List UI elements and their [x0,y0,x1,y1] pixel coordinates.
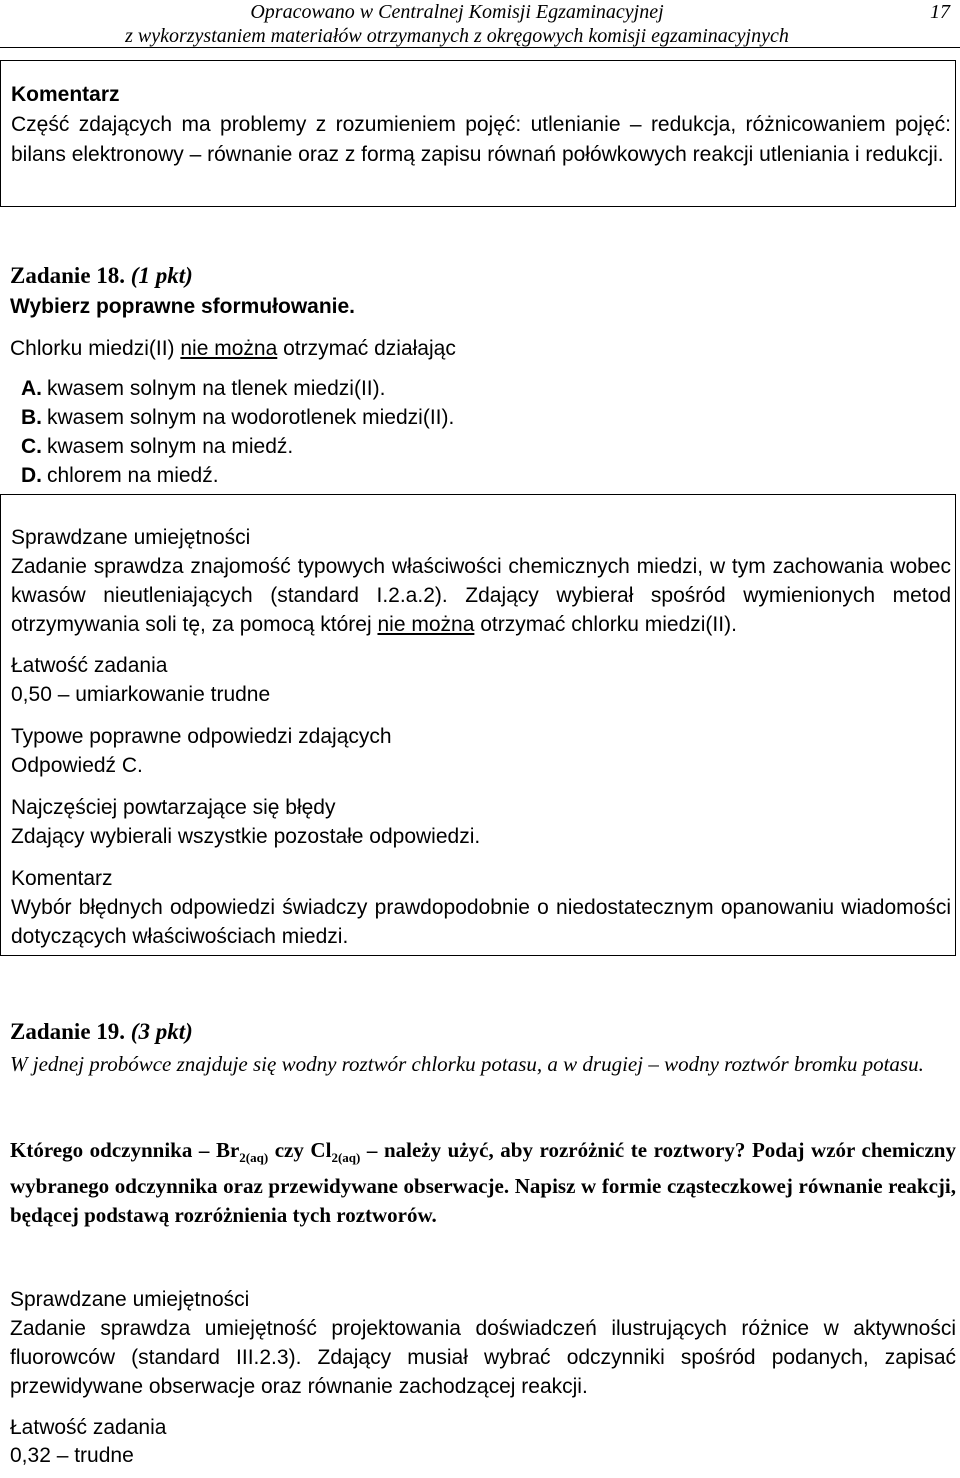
task19-skills-text: Zadanie sprawdza umiejętność projektowania doświadczeń ilustrujących różnice w aktywności fluorowców (standard III.2.3). Zdający musiał wybrać odczynniki spośród podanych, zapisać przewidywane obserwacje oraz równanie zachodzącej reakcji. [10,1317,956,1398]
page-header [0,0,960,48]
option-text: kwasem solnym na miedź. [47,435,294,458]
task19-question-part: – należy użyć, aby rozróżnić te roztwory? Podaj wzór chemiczny wybranego odczynnika oraz przewidywane obserwacje. Napisz w formie cząsteczkowej równanie reakcji, będącej podstawą rozróżnienia tych roztworów. [10,1138,956,1228]
option-text: kwasem solnym na tlenek miedzi(II). [47,377,386,400]
task18-stem-underlined: nie można [180,337,278,360]
answers-heading: Typowe poprawne odpowiedzi zdających [11,725,392,748]
task18-option-b [21,405,455,431]
task18-stem [10,336,956,362]
task19-title: Zadanie 19. [10,1019,126,1044]
skills-text-part: otrzymać chlorku miedzi(II). [474,613,737,636]
box-comment-heading: Komentarz [11,867,113,890]
task19-question-part: Którego odczynnika – Br [10,1138,240,1162]
task19-difficulty-text: 0,32 – trudne [10,1444,134,1467]
difficulty-heading: Łatwość zadania [11,654,168,677]
answers-text: Odpowiedź C. [11,754,143,777]
task19-question-part: czy Cl [268,1138,332,1162]
task18-option-d [21,463,219,489]
option-text: kwasem solnym na wodorotlenek miedzi(II). [47,406,455,429]
comment-text: Część zdających ma problemy z rozumieniem pojęć: utlenianie – redukcja, różnicowaniem pojęć: bilans elektronowy – równanie oraz z formą zapisu równań połówkowych reakcji utleniania i redukcji. [11,113,951,166]
task19-difficulty-heading: Łatwość zadania [10,1416,167,1439]
box-comment-text: Wybór błędnych odpowiedzi świadczy prawdopodobnie o niedostatecznym opanowaniu wiadomości dotyczących właściwościach miedzi. [11,896,951,948]
errors-text: Zdający wybierali wszystkie pozostałe odpowiedzi. [11,825,481,848]
task18-option-a [21,376,386,402]
option-text: chlorem na miedź. [47,464,219,487]
task19-question [10,1136,956,1230]
option-letter: D. [21,464,42,487]
header-line-2: z wykorzystaniem materiałów otrzymanych z okręgowych komisji egzaminacyjnych [125,25,789,47]
comment-heading: Komentarz [11,83,120,106]
page-number: 17 [930,1,950,23]
difficulty-text: 0,50 – umiarkowanie trudne [11,683,271,706]
task18-stem-part: Chlorku miedzi(II) [10,337,181,360]
task19-points: (3 pkt) [130,1019,193,1044]
task19-title-line [10,1018,956,1046]
task19-intro: W jednej probówce znajduje się wodny roztwór chlorku potasu, a w drugiej – wodny roztwór bromku potasu. [10,1052,924,1076]
task19-question-subscript: 2(aq) [331,1150,361,1166]
task18-stem-part: otrzymać działając [277,337,456,360]
task18-evaluation-box [0,494,956,956]
task18-title: Zadanie 18. [10,263,126,288]
task18-option-c [21,434,294,460]
skills-heading [11,523,951,552]
task18-title-line [10,262,956,290]
task19-skills-heading: Sprawdzane umiejętności [10,1288,250,1311]
skills-text-underlined: nie można [377,613,475,636]
option-letter: A. [21,377,42,400]
skills-text-part: Zadanie sprawdza znajomość typowych właściwości chemicznych miedzi, w tym zachowania wobec kwasów nieutleniających (standard I.2.a.2). Zdający wybierał spośród wymienionych metod otrzymywania soli tę, za pomocą której [11,555,951,636]
skills-text [11,552,951,639]
task19-question-subscript: 2(aq) [239,1150,269,1166]
header-line-1: Opracowano w Centralnej Komisji Egzaminacyjnej [250,1,664,23]
task18-instruction: Wybierz poprawne sformułowanie. [10,295,356,318]
skills-heading-text: Sprawdzane umiejętności [11,526,251,549]
option-letter: B. [21,406,42,429]
option-letter: C. [21,435,42,458]
task18-points: (1 pkt) [130,263,193,288]
comment-box-17 [0,60,956,207]
errors-heading: Najczęściej powtarzające się błędy [11,796,336,819]
header-institution [0,0,914,48]
